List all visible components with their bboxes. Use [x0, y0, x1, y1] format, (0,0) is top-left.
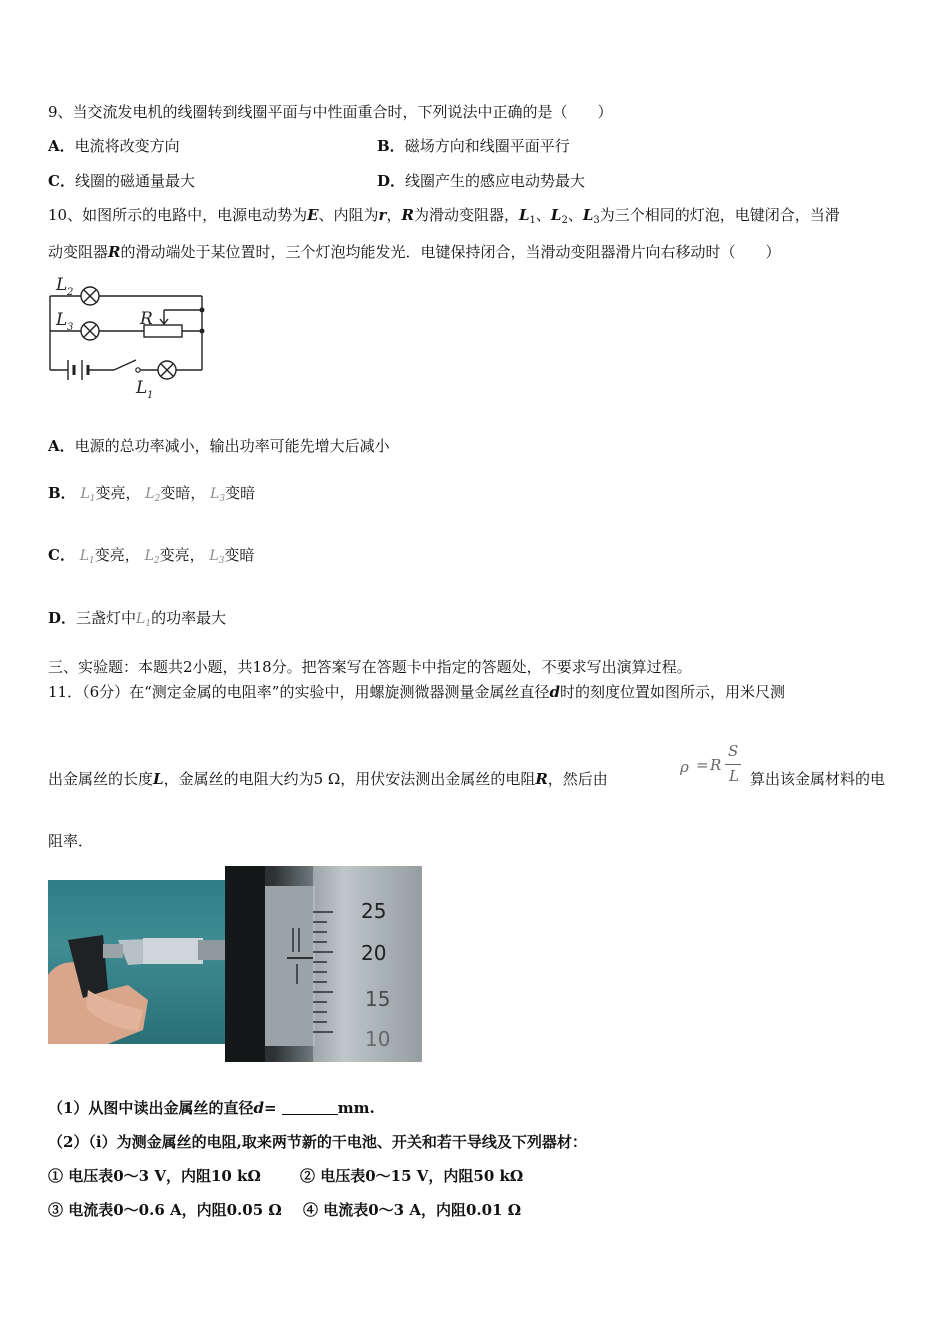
label-l1: L	[136, 378, 148, 398]
q9-stem: 9、当交流发电机的线圈转到线圈平面与中性面重合时，下列说法中正确的是（ ）	[48, 103, 613, 121]
junction-dot	[200, 308, 205, 313]
micrometer-photo	[48, 880, 225, 1044]
q10-stem-line2: 动变阻器R的滑动端处于某位置时，三个灯泡均能发光．电键保持闭合，当滑动变阻器滑片向右移动时（ ）	[48, 243, 781, 261]
q10-option-a: A．电源的总功率减小，输出功率可能先增大后减小	[48, 437, 390, 455]
scale-label-10: 10	[365, 1027, 391, 1051]
scale-label-20: 20	[361, 941, 387, 965]
equipment-item-4: ④ 电流表0～3 A，内阻0.01 Ω	[303, 1201, 522, 1219]
micrometer-closeup-photo	[225, 866, 422, 1062]
answer-blank[interactable]	[282, 1100, 338, 1115]
q11-line2: 出金属丝的长度L，金属丝的电阻大约为5 Ω，用伏安法测出金属丝的电阻R，然后由	[48, 770, 608, 788]
q11-line2-end: 算出该金属材料的电	[750, 770, 886, 788]
q9-option-d: D．线圈产生的感应电动势最大	[377, 172, 586, 190]
label-l1-sub: 1	[147, 390, 154, 401]
label-l2: L	[56, 275, 68, 295]
q10-stem-line1: 10、如图所示的电路中，电源电动势为E、内阻为r，R为滑动变阻器，$L_1$、$L_2$、$L_3$为三个相同的灯泡，电键闭合，当滑	[48, 206, 840, 226]
q10-option-d: D．三盏灯中$L_1$的功率最大	[48, 609, 227, 629]
scale-label-15: 15	[365, 987, 391, 1011]
equipment-item-2: ② 电压表0～15 V，内阻50 kΩ	[300, 1167, 524, 1185]
equipment-item-1: ① 电压表0～3 V，内阻10 kΩ	[48, 1167, 261, 1185]
label-l3: L	[56, 310, 68, 330]
q11-sub2: （2）（i）为测金属丝的电阻,取来两节新的干电池、开关和若干导线及下列器材：	[48, 1133, 587, 1151]
q9-option-b: B．磁场方向和线圈平面平行	[377, 137, 570, 155]
equipment-item-3: ③ 电流表0～0.6 A，内阻0.05 Ω	[48, 1201, 282, 1219]
label-r: R	[140, 309, 153, 329]
q11-line3: 阻率．	[48, 832, 94, 850]
scale-label-25: 25	[361, 899, 387, 923]
q9-option-c: C．线圈的磁通量最大	[48, 172, 195, 190]
junction-dot	[200, 329, 205, 334]
q10-option-c: C． $L_1$变亮， $L_2$变亮， $L_3$变暗	[48, 546, 255, 566]
circuit-diagram	[40, 268, 215, 403]
label-l2-sub: 2	[67, 287, 74, 298]
switch-contact	[136, 368, 140, 372]
q9-option-a: A．电流将改变方向	[48, 137, 180, 155]
resistivity-formula: ρ = R S L	[678, 742, 748, 790]
q11-sub1: （1）从图中读出金属丝的直径d= mm.	[48, 1099, 375, 1117]
q10-option-b: B． $L_1$变亮， $L_2$变暗， $L_3$变暗	[48, 484, 256, 504]
q11-line1: 11．（6分）在“测定金属的电阻率”的实验中，用螺旋测微器测量金属丝直径d时的刻度位置如图所示，用米尺测	[48, 683, 785, 701]
section-3-heading: 三、实验题：本题共2小题，共18分。把答案写在答题卡中指定的答题处，不要求写出演算过程。	[48, 658, 692, 676]
label-l3-sub: 3	[67, 322, 74, 333]
